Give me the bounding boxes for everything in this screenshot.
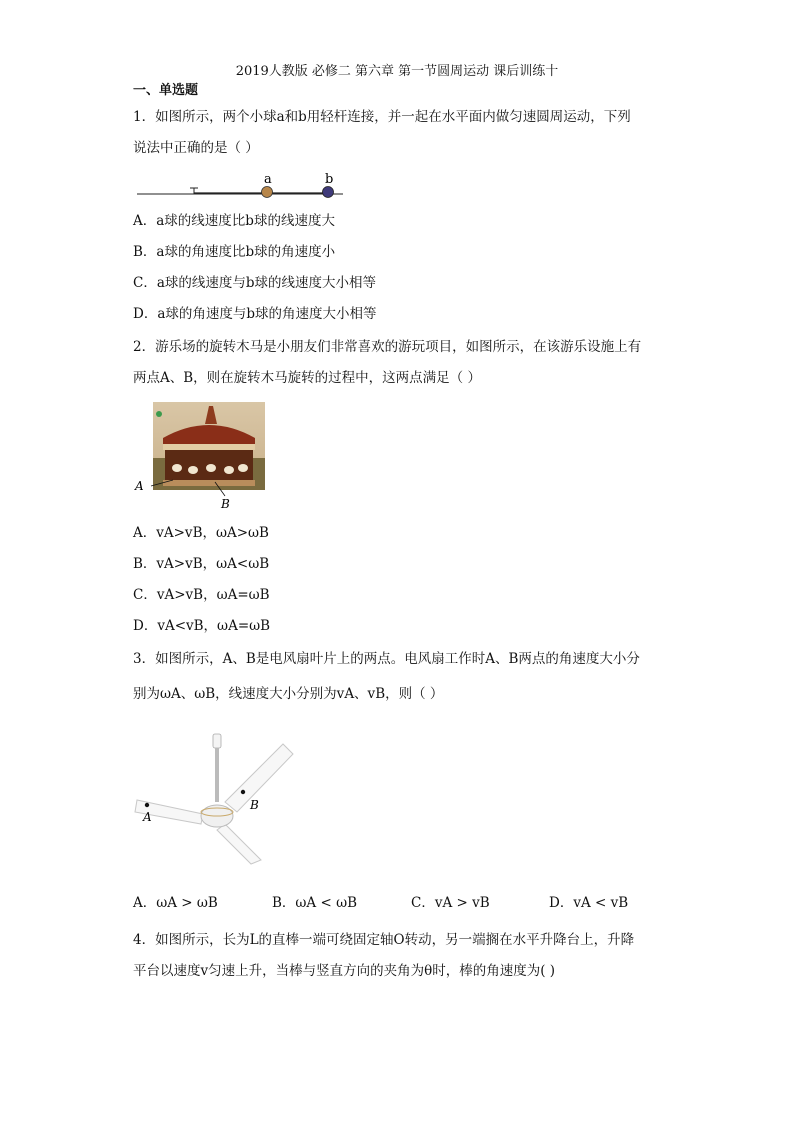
question-3-option-c[interactable]: C．vA > vB [411, 895, 490, 911]
carousel-frieze [163, 444, 255, 450]
question-2-stem-line2: 两点A、B，则在旋转木马旋转的过程中，这两点满足（ ） [133, 370, 481, 386]
question-4-stem-line1: 4．如图所示，长为L的直棒一端可绕固定轴O转动，另一端搁在水平升降台上，升降 [133, 932, 635, 948]
question-4-stem-line2: 平台以速度v匀速上升，当棒与竖直方向的夹角为θ时，棒的角速度为( ) [133, 963, 556, 979]
ball-b [323, 187, 334, 198]
question-1-stem-line2: 说法中正确的是（ ） [133, 140, 259, 156]
question-1-figure [133, 168, 353, 202]
carousel-photo [133, 398, 273, 513]
question-1-option-b[interactable]: B．a球的角速度比b球的角速度小 [133, 244, 336, 260]
section-title: 一、单选题 [133, 83, 199, 98]
document-title: 2019人教版 必修二 第六章 第一节圆周运动 课后训练十 [235, 64, 559, 79]
label-B: B [221, 497, 230, 511]
question-2-stem-line1: 2．游乐场的旋转木马是小朋友们非常喜欢的游玩项目，如图所示，在该游乐设施上有 [133, 339, 642, 355]
question-2-option-b[interactable]: B．vA>vB，ωA<ωB [133, 556, 270, 572]
label-b: b [325, 172, 334, 187]
question-3-option-a[interactable]: A．ωA > ωB [133, 895, 218, 911]
question-1-option-d[interactable]: D．a球的角速度与b球的角速度大小相等 [133, 306, 377, 322]
fan-label-B: B [250, 798, 259, 812]
label-a: a [264, 172, 272, 187]
point-a-dot [145, 803, 149, 807]
carousel-platform [163, 480, 255, 486]
question-2-option-c[interactable]: C．vA>vB，ωA=ωB [133, 587, 270, 603]
question-3-stem-line2: 别为ωA、ωB，线速度大小分别为vA、vB，则（ ） [133, 686, 444, 702]
fan-mount [213, 734, 221, 748]
question-3-option-d[interactable]: D．vA < vB [549, 895, 629, 911]
question-1-stem-line1: 1．如图所示，两个小球a和b用轻杆连接，并一起在水平面内做匀速圆周运动，下列 [133, 109, 631, 125]
question-1-option-c[interactable]: C．a球的线速度与b球的线速度大小相等 [133, 275, 377, 291]
question-3-option-b[interactable]: B．ωA < ωB [272, 895, 358, 911]
question-3-stem-line1: 3．如图所示，A、B是电风扇叶片上的两点。电风扇工作时A、B两点的角速度大小分 [133, 651, 640, 667]
ball-a [262, 187, 273, 198]
label-A: A [135, 479, 144, 493]
question-1-option-a[interactable]: A．a球的线速度比b球的线速度大 [133, 213, 335, 229]
fan-label-A: A [143, 810, 152, 824]
balloon [156, 411, 162, 417]
fan-blade-b [225, 744, 293, 812]
ceiling-fan-figure [133, 728, 303, 868]
question-2-option-d[interactable]: D．vA<vB，ωA=ωB [133, 618, 271, 634]
point-b-dot [241, 790, 245, 794]
fan-blade-3 [217, 824, 261, 864]
question-2-option-a[interactable]: A．vA>vB，ωA>ωB [133, 525, 269, 541]
